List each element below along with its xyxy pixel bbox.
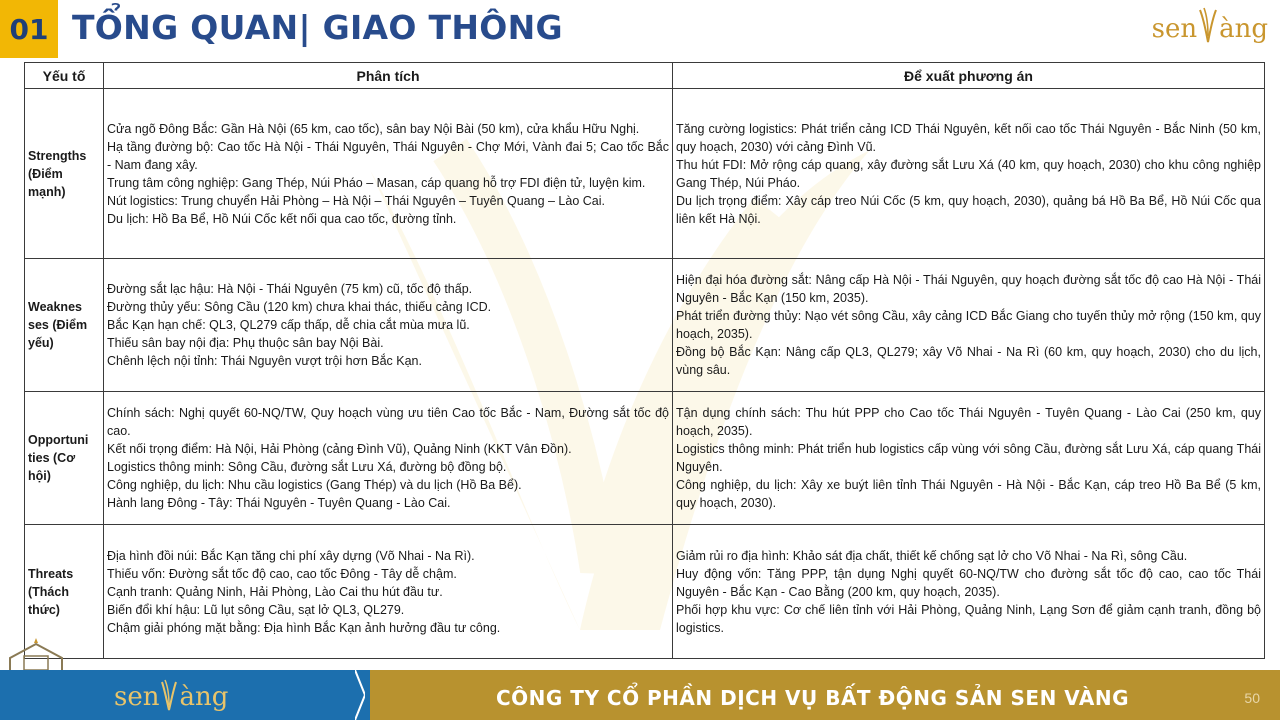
analysis-item: Công nghiệp, du lịch: Nhu cầu logistics (Gang Thép) và du lịch (Hồ Ba Bể). [107,478,522,492]
analysis-item: Hành lang Đông - Tây: Thái Nguyên - Tuyên Quang - Lào Cai. [107,496,451,510]
factor-cell [25,259,104,392]
factor-line: hội) [28,469,51,483]
proposal-item: Thu hút FDI: Mở rộng cáp quang, xây đường sắt Lưu Xá (40 km, quy hoạch, 2030) cho khu công nghiệp Gang Thép, Núi Pháo. [676,157,1261,190]
analysis-item: Du lịch: Hồ Ba Bể, Hồ Núi Cốc kết nối qua cao tốc, đường tỉnh. [107,211,457,226]
footer-brand-logo [114,678,228,712]
header-analysis: Phân tích [104,63,673,89]
proposal-cell [673,259,1265,392]
analysis-item: Hạ tầng đường bộ: Cao tốc Hà Nội - Thái Nguyên, Thái Nguyên - Chợ Mới, Vành đai 5; Cao tốc Bắc - Nam đang xây. [107,139,669,172]
analysis-cell [104,259,673,392]
header-proposal: Để xuất phương án [673,63,1265,89]
table-header-row [25,63,1265,89]
proposal-item: Huy động vốn: Tăng PPP, tận dụng Nghị quyết 60-NQ/TW cho đường sắt tốc độ cao, cao tốc Thái Nguyên - Bắc Kạn - Cao Bằng (200 km, quy hoạch, 2035). [676,566,1261,599]
proposal-item: Phát triển đường thủy: Nạo vét sông Cầu, xây cảng ICD Bắc Giang cho tuyến thủy mở rộng (150 km, quy hoạch, 2035). [676,309,1261,341]
analysis-item: Biến đổi khí hậu: Lũ lụt sông Cầu, sạt lở QL3, QL279. [107,602,405,617]
proposal-item: Tăng cường logistics: Phát triển cảng ICD Thái Nguyên, kết nối cao tốc Thái Nguyên - Bắc Ninh (50 km, quy hoạch, 2030) với cảng Đình Vũ. [676,121,1261,154]
brand-logo-right-text: àng [1219,14,1268,44]
proposal-cell [673,89,1265,259]
analysis-item: Bắc Kạn hạn chế: QL3, QL279 cấp thấp, dễ chia cắt mùa mưa lũ. [107,318,470,332]
analysis-item: Chênh lệch nội tỉnh: Thái Nguyên vượt trội hơn Bắc Kạn. [107,354,422,368]
header-factor: Yếu tố [25,63,104,89]
lotus-v-icon [160,678,178,712]
analysis-cell [104,392,673,525]
analysis-item: Địa hình đồi núi: Bắc Kạn tăng chi phí xây dựng (Võ Nhai - Na Rì). [107,548,475,563]
table-row-opportunities [25,392,1265,525]
lotus-v-icon [1198,6,1218,44]
building-emblem-icon [4,636,68,672]
factor-line: Threats [28,566,74,581]
company-name: CÔNG TY CỔ PHẦN DỊCH VỤ BẤT ĐỘNG SẢN SEN VÀNG [496,686,1130,710]
page-title: TỔNG QUAN| GIAO THÔNG [72,8,563,47]
analysis-item: Cửa ngõ Đông Bắc: Gần Hà Nội (65 km, cao tốc), sân bay Nội Bài (50 km), cửa khẩu Hữu Nghị. [107,121,640,136]
analysis-cell [104,89,673,259]
analysis-item: Logistics thông minh: Sông Cầu, đường sắt Lưu Xá, đường bộ đồng bộ. [107,460,507,474]
analysis-item: Chậm giải phóng mặt bằng: Địa hình Bắc Kạn ảnh hưởng đầu tư công. [107,620,501,635]
factor-cell [25,89,104,259]
factor-line: ties (Cơ [28,451,76,465]
footer-brand-right-text: àng [179,682,229,712]
swot-table [24,62,1265,659]
factor-cell [25,392,104,525]
footer-bar [0,670,1280,720]
proposal-item: Logistics thông minh: Phát triển hub logistics cấp vùng với sông Cầu, đường sắt Lưu Xá, cáp quang Thái Nguyên. [676,442,1261,474]
factor-line: thức) [28,602,60,617]
factor-line: Strengths [28,148,87,163]
brand-logo [1152,6,1268,44]
proposal-item: Giảm rủi ro địa hình: Khảo sát địa chất, thiết kế chống sạt lở cho Võ Nhai - Na Rì, sông Cầu. [676,548,1188,563]
proposal-item: Công nghiệp, du lịch: Xây xe buýt liên tỉnh Thái Nguyên - Hà Nội - Bắc Kạn, cáp treo Hồ Ba Bể (5 km, quy hoạch, 2030). [676,478,1261,510]
factor-line: Opportuni [28,433,89,447]
brand-logo-left-text: sen [1151,14,1198,44]
factor-line: Weaknes [28,300,82,314]
analysis-item: Nút logistics: Trung chuyển Hải Phòng – Hà Nội – Thái Nguyên – Tuyên Quang – Lào Cai. [107,193,605,208]
analysis-item: Trung tâm công nghiệp: Gang Thép, Núi Pháo – Masan, cáp quang hỗ trợ FDI điện tử, luyện kim. [107,175,646,190]
section-number-badge [0,0,58,58]
footer-divider [355,670,365,720]
section-number: 01 [9,12,49,46]
analysis-item: Đường sắt lạc hậu: Hà Nội - Thái Nguyên (75 km) cũ, tốc độ thấp. [107,282,473,296]
analysis-item: Kết nối trọng điểm: Hà Nội, Hải Phòng (cảng Đình Vũ), Quảng Ninh (KKT Vân Đồn). [107,442,572,456]
proposal-item: Hiện đại hóa đường sắt: Nâng cấp Hà Nội - Thái Nguyên, quy hoạch đường sắt tốc độ cao Hà Nội - Thái Nguyên - Bắc Kạn (150 km, 2035). [676,273,1261,305]
factor-line: yếu) [28,336,54,350]
analysis-item: Thiếu vốn: Đường sắt tốc độ cao, cao tốc Đông - Tây dễ chậm. [107,566,457,581]
factor-line: (Thách [28,584,69,599]
factor-line: ses (Điểm [28,318,88,332]
footer-brand-left-text: sen [114,682,160,712]
analysis-item: Chính sách: Nghị quyết 60-NQ/TW, Quy hoạch vùng ưu tiên Cao tốc Bắc - Nam, Đường sắt tốc độ cao. [107,406,669,438]
analysis-item: Đường thủy yếu: Sông Cầu (120 km) chưa khai thác, thiếu cảng ICD. [107,300,492,314]
proposal-cell [673,525,1265,659]
factor-line: mạnh) [28,184,66,199]
table-row-weaknesses [25,259,1265,392]
proposal-item: Du lịch trọng điểm: Xây cáp treo Núi Cốc (5 km, quy hoạch, 2030), quảng bá Hồ Ba Bể, Hồ Núi Cốc qua liên kết Hà Nội. [676,193,1261,226]
proposal-cell [673,392,1265,525]
factor-line: (Điểm [28,166,63,181]
proposal-item: Tận dụng chính sách: Thu hút PPP cho Cao tốc Thái Nguyên - Tuyên Quang - Lào Cai (250 km, quy hoạch, 2035). [676,406,1261,438]
proposal-item: Phối hợp khu vực: Cơ chế liên tỉnh với Hải Phòng, Quảng Ninh, Lạng Sơn để giảm cạnh tranh, đồng bộ logistics. [676,602,1261,635]
proposal-item: Đồng bộ Bắc Kạn: Nâng cấp QL3, QL279; xây Võ Nhai - Na Rì (60 km, quy hoạch, 2030) cho du lịch, vùng sâu. [676,345,1261,377]
table-row-strengths [25,89,1265,259]
page-number: 50 [1244,690,1260,706]
table-row-threats [25,525,1265,659]
analysis-item: Thiếu sân bay nội địa: Phụ thuộc sân bay Nội Bài. [107,336,384,350]
analysis-cell [104,525,673,659]
analysis-item: Cạnh tranh: Quảng Ninh, Hải Phòng, Lào Cai thu hút đầu tư. [107,584,443,599]
